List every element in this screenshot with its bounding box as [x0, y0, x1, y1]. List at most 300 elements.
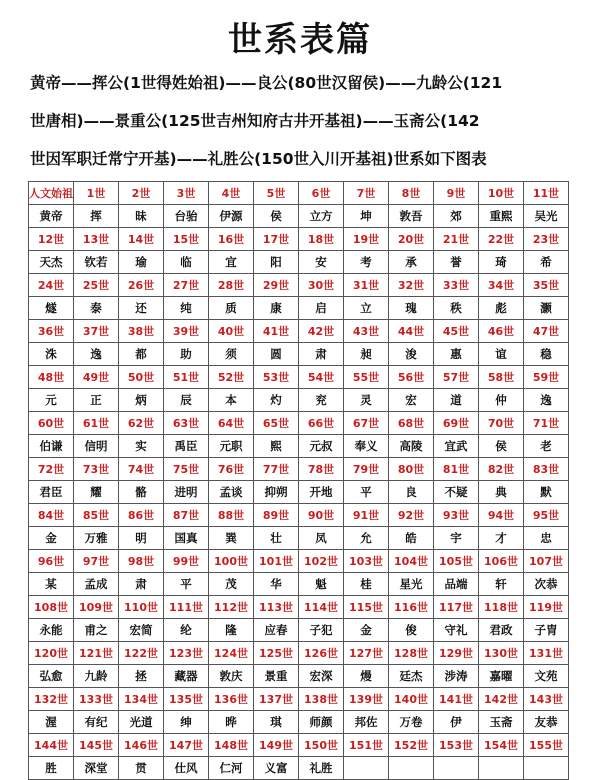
generation-cell: 139世: [344, 688, 389, 711]
generation-cell: 138世: [299, 688, 344, 711]
ancestor-name-cell: 兖: [299, 389, 344, 412]
generation-cell: 97世: [74, 550, 119, 573]
generation-cell: 31世: [344, 274, 389, 297]
ancestor-name-cell: 华: [254, 573, 299, 596]
generation-cell: 16世: [209, 228, 254, 251]
generation-cell: 74世: [119, 458, 164, 481]
generation-cell: 155世: [524, 734, 569, 757]
generation-cell: 75世: [164, 458, 209, 481]
generation-cell: 81世: [434, 458, 479, 481]
ancestor-name-cell: 俊: [389, 619, 434, 642]
ancestor-name-cell: 君臣: [29, 481, 74, 504]
ancestor-name-cell: 皓: [389, 527, 434, 550]
generation-cell: 39世: [164, 320, 209, 343]
generation-cell: 45世: [434, 320, 479, 343]
generation-cell: 131世: [524, 642, 569, 665]
ancestor-name-cell: 坤: [344, 205, 389, 228]
name-row: [29, 619, 569, 642]
generation-row: [29, 734, 569, 757]
generation-cell: 32世: [389, 274, 434, 297]
ancestor-name-cell: 开地: [299, 481, 344, 504]
generation-cell: 55世: [344, 366, 389, 389]
ancestor-name-cell: 万卷: [389, 711, 434, 734]
ancestor-name-cell: 钦若: [74, 251, 119, 274]
generation-cell: 58世: [479, 366, 524, 389]
generation-cell: 46世: [479, 320, 524, 343]
generation-cell: 85世: [74, 504, 119, 527]
ancestor-name-cell: 金: [29, 527, 74, 550]
ancestor-name-cell: 都: [119, 343, 164, 366]
ancestor-name-cell: 宏深: [299, 665, 344, 688]
intro-line-2: 世唐相)——景重公(125世吉州知府古井开基祖)——玉斋公(142: [30, 112, 480, 130]
ancestor-name-cell: 品端: [434, 573, 479, 596]
generation-cell: 82世: [479, 458, 524, 481]
generation-cell: 124世: [209, 642, 254, 665]
generation-cell: 17世: [254, 228, 299, 251]
ancestor-name-cell: 承: [389, 251, 434, 274]
ancestor-name-cell: 敦庆: [209, 665, 254, 688]
generation-cell: 129世: [434, 642, 479, 665]
generation-cell: 35世: [524, 274, 569, 297]
ancestor-name-cell: 涉涛: [434, 665, 479, 688]
ancestor-name-cell: 郊: [434, 205, 479, 228]
generation-cell: 90世: [299, 504, 344, 527]
ancestor-name-cell: 晔: [209, 711, 254, 734]
generation-cell: 102世: [299, 550, 344, 573]
generation-cell: 72世: [29, 458, 74, 481]
ancestor-name-cell: 重熙: [479, 205, 524, 228]
ancestor-name-cell: 元: [29, 389, 74, 412]
ancestor-name-cell: 天杰: [29, 251, 74, 274]
ancestor-name-cell: 深堂: [74, 757, 119, 780]
generation-cell: 4世: [209, 182, 254, 205]
generation-cell: 2世: [119, 182, 164, 205]
generation-cell: 21世: [434, 228, 479, 251]
ancestor-name-cell: [479, 757, 524, 780]
ancestor-name-cell: 质: [209, 297, 254, 320]
ancestor-name-cell: 纶: [164, 619, 209, 642]
ancestor-name-cell: 惠: [434, 343, 479, 366]
generation-cell: 117世: [434, 596, 479, 619]
ancestor-name-cell: 忠: [524, 527, 569, 550]
generation-cell: 57世: [434, 366, 479, 389]
ancestor-name-cell: 瑜: [119, 251, 164, 274]
generation-cell: 3世: [164, 182, 209, 205]
generation-cell: 6世: [299, 182, 344, 205]
ancestor-name-cell: 泰: [74, 297, 119, 320]
ancestor-name-cell: 骼: [119, 481, 164, 504]
generation-cell: 93世: [434, 504, 479, 527]
ancestor-name-cell: 渥: [29, 711, 74, 734]
ancestor-name-cell: 奉义: [344, 435, 389, 458]
generation-cell: 140世: [389, 688, 434, 711]
generation-cell: 30世: [299, 274, 344, 297]
ancestor-name-cell: 谊: [479, 343, 524, 366]
generation-row: [29, 412, 569, 435]
ancestor-name-cell: 挥: [74, 205, 119, 228]
generation-cell: 9世: [434, 182, 479, 205]
ancestor-name-cell: 进明: [164, 481, 209, 504]
generation-cell: 110世: [119, 596, 164, 619]
generation-cell: 29世: [254, 274, 299, 297]
ancestor-name-cell: 昧: [119, 205, 164, 228]
generation-cell: 114世: [299, 596, 344, 619]
generation-cell: 121世: [74, 642, 119, 665]
ancestor-name-cell: 凤: [299, 527, 344, 550]
ancestor-name-cell: 仲: [479, 389, 524, 412]
ancestor-name-cell: 稳: [524, 343, 569, 366]
ancestor-name-cell: 助: [164, 343, 209, 366]
ancestor-name-cell: 隆: [209, 619, 254, 642]
generation-cell: 25世: [74, 274, 119, 297]
ancestor-name-cell: 伯谦: [29, 435, 74, 458]
generation-cell: 150世: [299, 734, 344, 757]
generation-cell: 80世: [389, 458, 434, 481]
ancestor-name-cell: 考: [344, 251, 389, 274]
generation-cell: 67世: [344, 412, 389, 435]
ancestor-name-cell: 台骀: [164, 205, 209, 228]
ancestor-name-cell: 辰: [164, 389, 209, 412]
generation-cell: 105世: [434, 550, 479, 573]
generation-cell: 60世: [29, 412, 74, 435]
ancestor-name-cell: 文苑: [524, 665, 569, 688]
generation-cell: 54世: [299, 366, 344, 389]
generation-cell: 86世: [119, 504, 164, 527]
generation-cell: 23世: [524, 228, 569, 251]
generation-row: [29, 688, 569, 711]
generation-cell: 27世: [164, 274, 209, 297]
ancestor-name-cell: 允: [344, 527, 389, 550]
generation-cell: 18世: [299, 228, 344, 251]
generation-cell: 142世: [479, 688, 524, 711]
generation-cell: 91世: [344, 504, 389, 527]
generation-cell: 76世: [209, 458, 254, 481]
generation-cell: 68世: [389, 412, 434, 435]
ancestor-name-cell: 万雅: [74, 527, 119, 550]
generation-cell: 88世: [209, 504, 254, 527]
ancestor-name-cell: 茂: [209, 573, 254, 596]
ancestor-name-cell: 临: [164, 251, 209, 274]
generation-cell: 94世: [479, 504, 524, 527]
generation-cell: 19世: [344, 228, 389, 251]
ancestor-name-cell: 琪: [254, 711, 299, 734]
ancestor-name-cell: 默: [524, 481, 569, 504]
ancestor-name-cell: 仕风: [164, 757, 209, 780]
ancestor-name-cell: 元职: [209, 435, 254, 458]
ancestor-name-cell: 抑朔: [254, 481, 299, 504]
generation-cell: 92世: [389, 504, 434, 527]
generation-cell: 44世: [389, 320, 434, 343]
generation-cell: 128世: [389, 642, 434, 665]
generation-cell: 78世: [299, 458, 344, 481]
name-row: [29, 297, 569, 320]
name-row: [29, 527, 569, 550]
generation-cell: 71世: [524, 412, 569, 435]
ancestor-name-cell: 高陵: [389, 435, 434, 458]
name-row: [29, 343, 569, 366]
generation-cell: 77世: [254, 458, 299, 481]
generation-cell: 135世: [164, 688, 209, 711]
generation-cell: 70世: [479, 412, 524, 435]
ancestor-name-cell: 子犯: [299, 619, 344, 642]
ancestor-name-cell: 彪: [479, 297, 524, 320]
generation-cell: 152世: [389, 734, 434, 757]
generation-cell: 36世: [29, 320, 74, 343]
generation-cell: 34世: [479, 274, 524, 297]
ancestor-name-cell: 轩: [479, 573, 524, 596]
generation-cell: 14世: [119, 228, 164, 251]
generation-cell: 147世: [164, 734, 209, 757]
ancestor-name-cell: 九龄: [74, 665, 119, 688]
generation-cell: 113世: [254, 596, 299, 619]
generation-row: [29, 504, 569, 527]
ancestor-name-cell: 康: [254, 297, 299, 320]
ancestor-name-cell: 绅: [164, 711, 209, 734]
name-row: [29, 481, 569, 504]
generation-row: [29, 274, 569, 297]
ancestor-name-cell: 宜武: [434, 435, 479, 458]
ancestor-name-cell: 希: [524, 251, 569, 274]
ancestor-name-cell: 平: [164, 573, 209, 596]
generation-cell: 61世: [74, 412, 119, 435]
ancestor-name-cell: 秩: [434, 297, 479, 320]
ancestor-name-cell: 光道: [119, 711, 164, 734]
ancestor-name-cell: 燧: [29, 297, 74, 320]
generation-cell: 41世: [254, 320, 299, 343]
ancestor-name-cell: 浚: [389, 343, 434, 366]
generation-cell: 24世: [29, 274, 74, 297]
intro-line-3: 世因军职迁常宁开基)——礼胜公(150世入川开基祖)世系如下图表: [30, 150, 487, 168]
ancestor-name-cell: 肃: [299, 343, 344, 366]
ancestor-name-cell: [524, 757, 569, 780]
generation-cell: 7世: [344, 182, 389, 205]
ancestor-name-cell: 孟成: [74, 573, 119, 596]
ancestor-name-cell: 伊源: [209, 205, 254, 228]
ancestor-name-cell: 道: [434, 389, 479, 412]
ancestor-name-cell: 纯: [164, 297, 209, 320]
ancestor-name-cell: 贯: [119, 757, 164, 780]
ancestor-name-cell: 守礼: [434, 619, 479, 642]
name-row: [29, 757, 569, 780]
generation-cell: 122世: [119, 642, 164, 665]
ancestor-name-cell: 宏简: [119, 619, 164, 642]
generation-row: [29, 320, 569, 343]
generation-cell: 111世: [164, 596, 209, 619]
generation-row: [29, 642, 569, 665]
ancestor-name-cell: 侯: [254, 205, 299, 228]
generation-cell: 69世: [434, 412, 479, 435]
ancestor-name-cell: 禹臣: [164, 435, 209, 458]
generation-cell: 116世: [389, 596, 434, 619]
generation-cell: 115世: [344, 596, 389, 619]
ancestor-name-cell: 宜: [209, 251, 254, 274]
ancestor-name-cell: 灼: [254, 389, 299, 412]
generation-row: [29, 458, 569, 481]
generation-cell: 95世: [524, 504, 569, 527]
generation-cell: 79世: [344, 458, 389, 481]
ancestor-name-cell: 平: [344, 481, 389, 504]
generation-cell: 52世: [209, 366, 254, 389]
generation-cell: 98世: [119, 550, 164, 573]
generation-cell: 137世: [254, 688, 299, 711]
ancestor-name-cell: 瑰: [389, 297, 434, 320]
ancestor-name-cell: 灏: [524, 297, 569, 320]
generation-cell: 141世: [434, 688, 479, 711]
ancestor-name-cell: 应春: [254, 619, 299, 642]
generation-cell: 42世: [299, 320, 344, 343]
generation-cell: 40世: [209, 320, 254, 343]
ancestor-name-cell: 圆: [254, 343, 299, 366]
generation-cell: 65世: [254, 412, 299, 435]
generation-cell: 20世: [389, 228, 434, 251]
generation-cell: 146世: [119, 734, 164, 757]
generation-cell: 62世: [119, 412, 164, 435]
generation-cell: 10世: [479, 182, 524, 205]
generation-cell: 132世: [29, 688, 74, 711]
ancestor-name-cell: 良: [389, 481, 434, 504]
ancestor-name-cell: 藏器: [164, 665, 209, 688]
ancestor-name-cell: 安: [299, 251, 344, 274]
generation-cell: 96世: [29, 550, 74, 573]
ancestor-name-cell: 某: [29, 573, 74, 596]
ancestor-name-cell: 次恭: [524, 573, 569, 596]
ancestor-name-cell: 弘愈: [29, 665, 74, 688]
name-row: [29, 205, 569, 228]
generation-cell: 28世: [209, 274, 254, 297]
ancestor-name-cell: 国真: [164, 527, 209, 550]
generation-cell: 154世: [479, 734, 524, 757]
generation-cell: 151世: [344, 734, 389, 757]
generation-cell: 87世: [164, 504, 209, 527]
generation-cell: 38世: [119, 320, 164, 343]
ancestor-name-cell: 拯: [119, 665, 164, 688]
generation-cell: 123世: [164, 642, 209, 665]
generation-cell: 63世: [164, 412, 209, 435]
ancestor-name-cell: 誉: [434, 251, 479, 274]
ancestor-name-cell: 巽: [209, 527, 254, 550]
ancestor-name-cell: 景重: [254, 665, 299, 688]
ancestor-name-cell: 金: [344, 619, 389, 642]
ancestor-name-cell: 还: [119, 297, 164, 320]
ancestor-name-cell: 炳: [119, 389, 164, 412]
generation-row: [29, 596, 569, 619]
ancestor-name-cell: 信明: [74, 435, 119, 458]
generation-cell: 13世: [74, 228, 119, 251]
generation-cell: 136世: [209, 688, 254, 711]
ancestor-name-cell: 师颜: [299, 711, 344, 734]
generation-cell: 83世: [524, 458, 569, 481]
ancestor-name-cell: 仁河: [209, 757, 254, 780]
ancestor-name-cell: 吴光: [524, 205, 569, 228]
generation-cell: 153世: [434, 734, 479, 757]
generation-cell: 22世: [479, 228, 524, 251]
ancestor-name-cell: 敦吾: [389, 205, 434, 228]
ancestor-name-cell: 黄帝: [29, 205, 74, 228]
ancestor-name-cell: 邦佐: [344, 711, 389, 734]
generation-cell: 50世: [119, 366, 164, 389]
generation-row: [29, 182, 569, 205]
generation-cell: 134世: [119, 688, 164, 711]
generation-cell: 130世: [479, 642, 524, 665]
ancestor-name-cell: 本: [209, 389, 254, 412]
generation-cell: 26世: [119, 274, 164, 297]
generation-cell: 149世: [254, 734, 299, 757]
ancestor-name-cell: 星光: [389, 573, 434, 596]
generation-cell: 64世: [209, 412, 254, 435]
name-row: [29, 389, 569, 412]
ancestor-name-cell: [344, 757, 389, 780]
generation-cell: 73世: [74, 458, 119, 481]
generation-cell: 126世: [299, 642, 344, 665]
generation-cell: 144世: [29, 734, 74, 757]
generation-cell: 37世: [74, 320, 119, 343]
generation-cell: 99世: [164, 550, 209, 573]
generation-cell: 125世: [254, 642, 299, 665]
ancestor-name-cell: 子胄: [524, 619, 569, 642]
ancestor-name-cell: 甫之: [74, 619, 119, 642]
ancestor-name-cell: 桂: [344, 573, 389, 596]
generation-cell: 120世: [29, 642, 74, 665]
generation-cell: 47世: [524, 320, 569, 343]
ancestor-name-cell: 君政: [479, 619, 524, 642]
name-row: [29, 435, 569, 458]
ancestor-name-cell: 嘉曜: [479, 665, 524, 688]
ancestor-name-cell: 礼胜: [299, 757, 344, 780]
generation-cell: 100世: [209, 550, 254, 573]
ancestor-name-cell: 逸: [74, 343, 119, 366]
ancestor-name-cell: 义富: [254, 757, 299, 780]
ancestor-name-cell: 昶: [344, 343, 389, 366]
generation-cell: 103世: [344, 550, 389, 573]
page-title: 世系表篇: [228, 20, 372, 60]
ancestor-name-cell: 玉斋: [479, 711, 524, 734]
ancestor-name-cell: 老: [524, 435, 569, 458]
generation-cell: 11世: [524, 182, 569, 205]
generation-cell: 101世: [254, 550, 299, 573]
generation-row: [29, 550, 569, 573]
ancestor-name-cell: 宏: [389, 389, 434, 412]
generation-cell: 49世: [74, 366, 119, 389]
generation-cell: 48世: [29, 366, 74, 389]
name-row: [29, 665, 569, 688]
generation-cell: 119世: [524, 596, 569, 619]
ancestor-name-cell: 有纪: [74, 711, 119, 734]
ancestor-name-cell: 启: [299, 297, 344, 320]
ancestor-name-cell: 元叔: [299, 435, 344, 458]
ancestor-name-cell: 魁: [299, 573, 344, 596]
generation-cell: 104世: [389, 550, 434, 573]
generation-cell: 5世: [254, 182, 299, 205]
ancestor-name-cell: 明: [119, 527, 164, 550]
ancestor-name-cell: 耀: [74, 481, 119, 504]
generation-cell: 51世: [164, 366, 209, 389]
generation-cell: 56世: [389, 366, 434, 389]
ancestor-name-cell: 灵: [344, 389, 389, 412]
ancestor-name-cell: 立方: [299, 205, 344, 228]
ancestor-name-cell: 才: [479, 527, 524, 550]
ancestor-name-cell: 熳: [344, 665, 389, 688]
generation-cell: 118世: [479, 596, 524, 619]
intro-line-1: 黄帝——挥公(1世得姓始祖)——良公(80世汉留侯)——九龄公(121: [30, 74, 503, 92]
generation-row: [29, 228, 569, 251]
name-row: [29, 573, 569, 596]
ancestor-name-cell: 正: [74, 389, 119, 412]
ancestor-name-cell: 琦: [479, 251, 524, 274]
ancestor-name-cell: 须: [209, 343, 254, 366]
generation-cell: 84世: [29, 504, 74, 527]
ancestor-name-cell: 肃: [119, 573, 164, 596]
ancestor-name-cell: 宇: [434, 527, 479, 550]
